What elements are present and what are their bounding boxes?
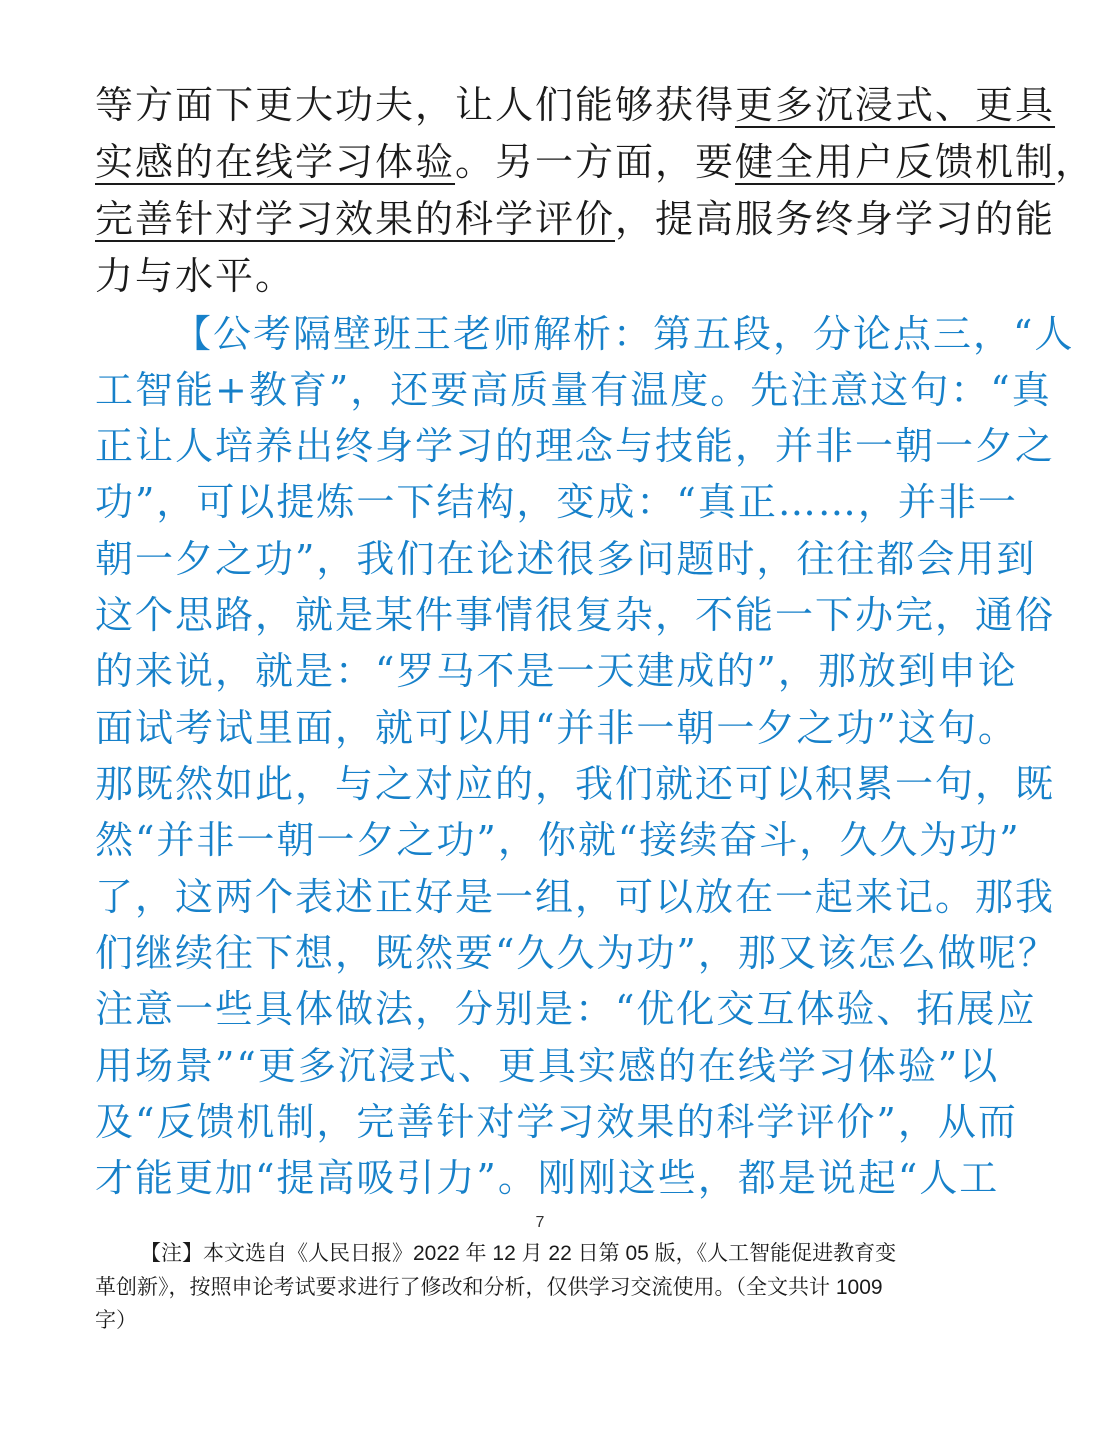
analysis-line: 及“反馈机制，完善针对学习效果的科学评价”，从而 bbox=[95, 1100, 1018, 1144]
body-line-1 bbox=[95, 77, 1056, 133]
page-number: 7 bbox=[535, 1214, 545, 1231]
footnote-line: 【注】本文选自《人民日报》2022 年 12 月 22 日第 05 版，《人工智能促进教育变 bbox=[140, 1242, 897, 1265]
analysis-line: 注意一些具体做法，分别是：“优化交互体验、拓展应 bbox=[95, 987, 1037, 1031]
underlined-text: 更多沉浸式、更具 bbox=[735, 83, 1056, 127]
underlined-text: 实感的在线学习体验 bbox=[95, 140, 456, 184]
body-text: ， bbox=[1055, 140, 1095, 184]
analysis-line: 用场景”“更多沉浸式、更具实感的在线学习体验”以 bbox=[95, 1044, 1000, 1088]
analysis-line: 然“并非一朝一夕之功”，你就“接续奋斗，久久为功” bbox=[95, 818, 1021, 862]
analysis-line: 这个思路，就是某件事情很复杂，不能一下办完，通俗 bbox=[95, 593, 1056, 637]
underlined-text: 健全用户反馈机制 bbox=[735, 140, 1056, 184]
analysis-line: 的来说，就是：“罗马不是一天建成的”，那放到申论 bbox=[95, 649, 1018, 693]
analysis-line: 才能更加“提高吸引力”。刚刚这些，都是说起“人工 bbox=[95, 1156, 1000, 1200]
footnote-line: 字） bbox=[95, 1309, 137, 1332]
analysis-line: 们继续往下想，既然要“久久为功”，那又该怎么做呢？ bbox=[95, 931, 1058, 975]
analysis-line: 正让人培养出终身学习的理念与技能，并非一朝一夕之 bbox=[95, 424, 1056, 468]
analysis-line: 【公考隔壁班王老师解析：第五段，分论点三，“人 bbox=[173, 312, 1075, 356]
analysis-line: 了，这两个表述正好是一组，可以放在一起来记。那我 bbox=[95, 875, 1056, 919]
underlined-text: 完善针对学习效果的科学评价 bbox=[95, 197, 616, 241]
body-text: 力与水平。 bbox=[95, 254, 296, 298]
analysis-line: 功”，可以提炼一下结构，变成：“真正……，并非一 bbox=[95, 480, 1018, 524]
body-line-3 bbox=[95, 191, 1056, 247]
body-line-2 bbox=[95, 134, 1095, 190]
body-text: 。另一方面，要 bbox=[455, 140, 736, 184]
body-line-4 bbox=[95, 248, 990, 304]
body-text: 等方面下更大功夫，让人们能够获得 bbox=[95, 83, 736, 127]
analysis-line: 朝一夕之功”，我们在论述很多问题时，往往都会用到 bbox=[95, 537, 1037, 581]
body-text: ，提高服务终身学习的能 bbox=[615, 197, 1056, 241]
analysis-line: 那既然如此，与之对应的，我们就还可以积累一句，既 bbox=[95, 762, 1056, 806]
footnote-line: 革创新》，按照申论考试要求进行了修改和分析，仅供学习交流使用。（全文共计 1009 bbox=[95, 1276, 883, 1299]
analysis-line: 工智能+教育”，还要高质量有温度。先注意这句：“真 bbox=[95, 368, 1052, 412]
analysis-line: 面试考试里面，就可以用“并非一朝一夕之功”这句。 bbox=[95, 706, 1018, 750]
